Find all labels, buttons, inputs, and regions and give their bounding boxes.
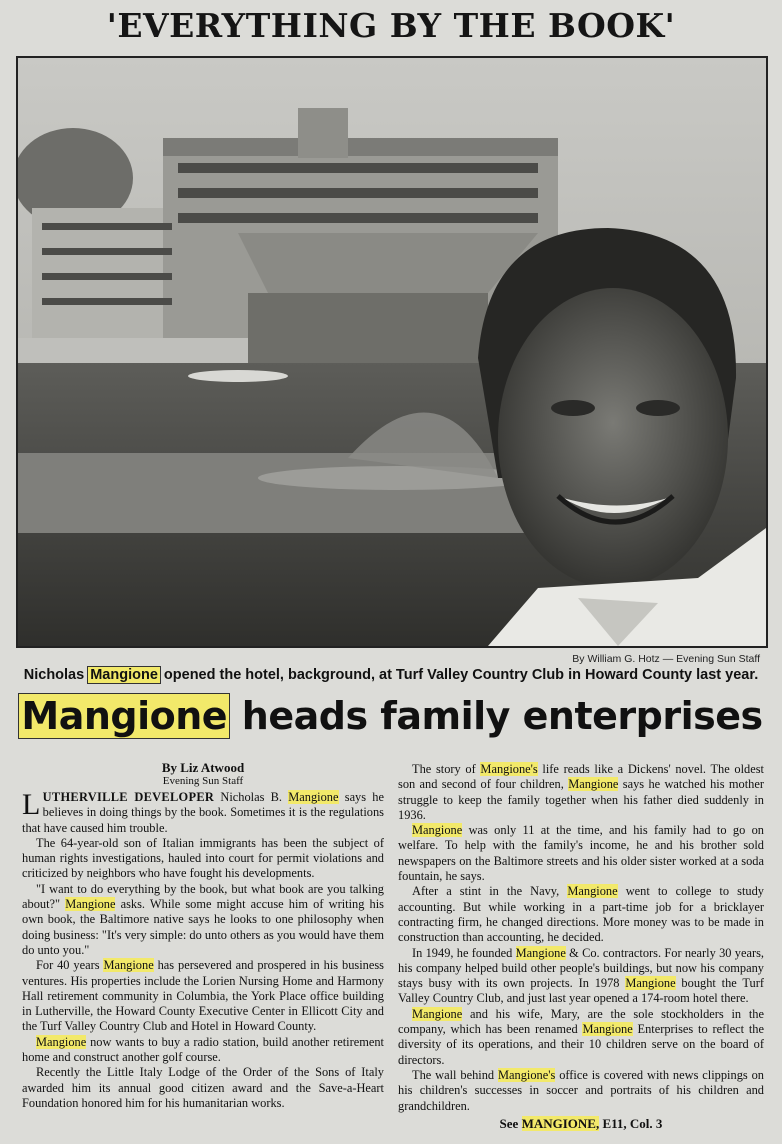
hotel-and-portrait-photo: [18, 58, 766, 646]
headline-rest: heads family enterprises: [229, 694, 763, 738]
search-highlight: Mangione: [567, 884, 618, 899]
article-paragraph: LUTHERVILLE DEVELOPER Nicholas B. Mangione says he believes in doing things by the book. Sometimes it is the regulations that have caused him trouble.: [22, 788, 384, 835]
article-paragraph: Mangione and his wife, Mary, are the sole stockholders in the company, which has been renamed Mangione Enterprises to reflect the diversity of its operations, and their 10 children serve on the board of directors.: [398, 1006, 764, 1067]
article-paragraph: After a stint in the Navy, Mangione went to college to study accounting. But while working in a part-time job for a bricklayer contracting firm, he changed directions. More money was to be made in construction than accounting, he decided.: [398, 884, 764, 945]
search-highlight: Mangione: [412, 1006, 463, 1021]
caption-after: opened the hotel, background, at Turf Valley Country Club in Howard County last year.: [159, 667, 759, 683]
byline-org: Evening Sun Staff: [162, 775, 244, 787]
main-headline: [0, 694, 782, 738]
article-paragraph: Mangione now wants to buy a radio station, build another retirement home and construct another golf course.: [22, 1034, 384, 1065]
article-paragraph: In 1949, he founded Mangione & Co. contractors. For nearly 30 years, his company helped build other people's buildings, but now his company stays busy with its own projects. In 1978 Mangione bought the Turf Valley Country Club, and just last year opened a 174-room hotel there.: [398, 945, 765, 1006]
search-highlight: Mangione: [515, 945, 566, 960]
search-highlight: Mangione: [36, 1034, 87, 1049]
search-highlight: Mangione's: [498, 1067, 556, 1082]
right-column-body: [398, 762, 764, 1114]
search-highlight: Mangione: [625, 976, 676, 991]
photo-credit: By William G. Hotz — Evening Sun Staff: [572, 653, 760, 665]
kicker-headline: 'EVERYTHING BY THE BOOK': [106, 6, 676, 45]
byline-name: By Liz Atwood: [161, 760, 245, 775]
search-highlight: Mangione: [288, 790, 339, 804]
search-highlight: Mangione: [582, 1022, 633, 1037]
jump-see: See: [499, 1115, 522, 1131]
jump-page: E11, Col. 3: [599, 1115, 663, 1131]
search-highlight: Mangione: [103, 958, 154, 973]
jump-name[interactable]: MANGIONE,: [521, 1115, 600, 1131]
right-column: [398, 762, 764, 1131]
photo-caption: [0, 667, 782, 683]
jump-line: [398, 1116, 764, 1131]
news-photo: [16, 56, 768, 648]
left-column: [22, 760, 384, 1111]
article-paragraph: "I want to do everything by the book, but what book are you talking about?" Mangione asks. While some might accuse him of writing his own book, the Baltimore native says he looks to one philosophy when doing business: "It's very simple: do unto others as you would have them do unto you.": [22, 881, 384, 957]
article-paragraph: Recently the Little Italy Lodge of the Order of the Sons of Italy awarded him its annual good citizen award and the Save-a-Heart Foundation honored him for his humanitarian works.: [22, 1065, 384, 1110]
caption-before: Nicholas: [23, 667, 89, 683]
search-highlight: Mangione's: [480, 762, 538, 776]
left-column-body: [22, 790, 384, 1111]
article-paragraph: The wall behind Mangione's office is covered with news clippings on his children's successes in soccer and portraits of his children and grandchildren.: [398, 1067, 764, 1113]
article-paragraph: For 40 years Mangione has persevered and prospered in his business ventures. His properties include the Lorien Nursing Home and Harmony Hall retirement community in Columbia, the York Place office building in Lutherville, the Howard County Executive Center in Ellicott City and the Turf Valley Country Club and Hotel in Howard County.: [22, 958, 384, 1034]
caption-highlight-name: Mangione: [90, 667, 158, 683]
article-paragraph: Mangione was only 11 at the time, and his family had to go on welfare. To help with the family's income, he and his brother sold newspapers on the Baltimore streets and his older sister worked at a soda fountain, he says.: [398, 823, 764, 884]
article-paragraph: The 64-year-old son of Italian immigrants has been the subject of human rights investigations, hauled into court for permit violations and criticized by neighbors who have fought his developments.: [22, 835, 384, 881]
search-highlight: Mangione: [568, 777, 619, 792]
headline-highlight-name: Mangione: [21, 694, 228, 738]
article-paragraph: The story of Mangione's life reads like a Dickens' novel. The oldest son and second of four children, Mangione says he watched his mother struggle to keep the family together when his father died suddenly in 1936.: [398, 762, 764, 822]
search-highlight: Mangione: [412, 823, 463, 838]
search-highlight: Mangione: [65, 897, 116, 912]
